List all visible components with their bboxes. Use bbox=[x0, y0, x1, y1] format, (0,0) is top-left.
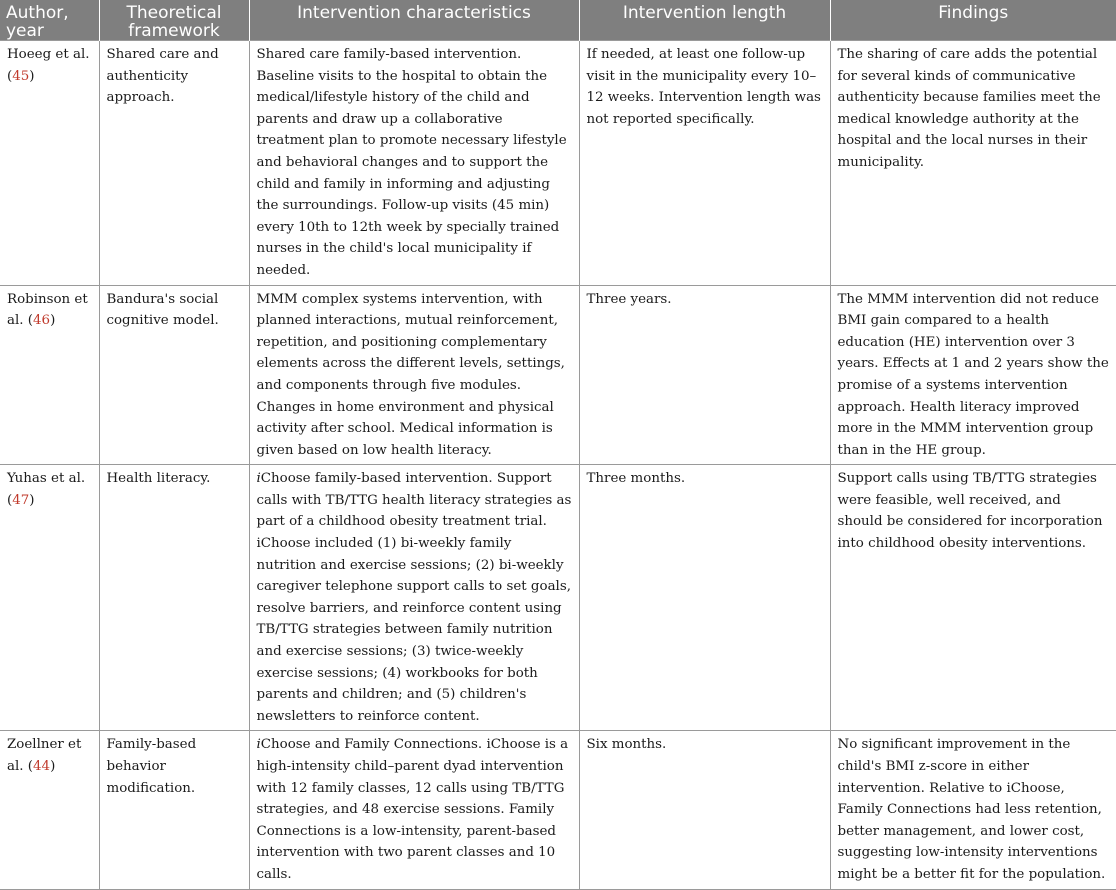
length-cell: Six months. bbox=[579, 731, 830, 889]
reference-link[interactable]: 47 bbox=[12, 492, 30, 508]
length-cell: Three years. bbox=[579, 285, 830, 465]
findings-cell: The sharing of care adds the potential for several kinds of communicative authenticity because families meet the medical knowledge authority at the hospital and the local nurses in their municipality. bbox=[830, 41, 1116, 286]
reference-link[interactable]: 44 bbox=[33, 759, 51, 774]
findings-cell: No significant improvement in the child's BMI z-score in either intervention. Relative to iChoose, Family Connections had less retention, better management, and lower cost, suggesting low-intensity interventions might be a better fit for the population. bbox=[830, 731, 1116, 889]
characteristics-text: Choose and Family Connections. iChoose is a high-intensity child–parent dyad intervention with 12 family classes, 12 calls using TB/TTG strategies, and 48 exercise sessions. Family Connections is a low-intensity, parent-based intervention with two parent classes and 10 calls. bbox=[256, 737, 569, 882]
table-row bbox=[0, 731, 1116, 889]
characteristics-cell bbox=[249, 465, 579, 731]
author-name: Yuhas et al. bbox=[7, 471, 86, 487]
header-theoretical-framework: Theoretical framework bbox=[99, 0, 249, 41]
table-row bbox=[0, 41, 1116, 286]
characteristics-cell bbox=[249, 285, 579, 465]
author-cell: Zoellner et al. (44) bbox=[0, 731, 99, 889]
table-row bbox=[0, 465, 1116, 731]
findings-cell: Support calls using TB/TTG strategies were feasible, well received, and should be considered for incorporation into childhood obesity interventions. bbox=[830, 465, 1116, 731]
framework-cell: Health literacy. bbox=[99, 465, 249, 731]
author-name: Robinson et al. bbox=[7, 291, 88, 329]
characteristics-italic-prefix: i bbox=[256, 737, 261, 753]
characteristics-text: MMM complex systems intervention, with planned interactions, mutual reinforcement, repetition, and positioning complementary elements across the different levels, settings, and components through five modules. Changes in home environment and physical activity after school. Medical information is given based on low health literacy. bbox=[256, 291, 565, 458]
header-row bbox=[0, 0, 1116, 41]
length-cell: If needed, at least one follow-up visit in the municipality every 10–12 weeks. Intervention length was not reported specifically. bbox=[579, 41, 830, 286]
author-cell: Robinson et al. (46) bbox=[0, 285, 99, 465]
characteristics-cell bbox=[249, 731, 579, 889]
reference-link[interactable]: 46 bbox=[33, 313, 51, 329]
framework-cell: Bandura's social cognitive model. bbox=[99, 285, 249, 465]
reference-link[interactable]: 45 bbox=[12, 68, 30, 84]
framework-cell: Shared care and authenticity approach. bbox=[99, 41, 249, 286]
author-cell: Yuhas et al. (47) bbox=[0, 465, 99, 731]
author-cell: Hoeeg et al. (45) bbox=[0, 41, 99, 286]
author-name: Hoeeg et al. bbox=[7, 47, 90, 62]
findings-cell: The MMM intervention did not reduce BMI gain compared to a health education (HE) intervention over 3 years. Effects at 1 and 2 years show the promise of a systems intervention approach. Health literacy improved more in the MMM intervention group than in the HE group. bbox=[830, 285, 1116, 465]
characteristics-italic-prefix: i bbox=[256, 471, 261, 487]
header-author-year: Author, year bbox=[0, 0, 99, 41]
characteristics-text: Choose family-based intervention. Support calls with TB/TTG health literacy strategies as part of a childhood obesity treatment trial. iChoose included (1) bi-weekly family nutrition and exercise sessions; (2) bi-weekly caregiver telephone support calls to set goals, resolve barriers, and reinforce content using TB/TTG strategies between family nutrition and exercise sessions; (3) twice-weekly exercise sessions; (4) workbooks for both parents and children; and (5) children's newsletters to reinforce content. bbox=[256, 471, 572, 724]
framework-cell: Family-based behavior modification. bbox=[99, 731, 249, 889]
header-intervention-length: Intervention length bbox=[579, 0, 830, 41]
header-intervention-characteristics: Intervention characteristics bbox=[249, 0, 579, 41]
table-row bbox=[0, 285, 1116, 465]
characteristics-cell bbox=[249, 41, 579, 286]
author-name: Zoellner et al. bbox=[7, 737, 82, 774]
header-findings: Findings bbox=[830, 0, 1116, 41]
length-cell: Three months. bbox=[579, 465, 830, 731]
characteristics-text: Shared care family-based intervention. Baseline visits to the hospital to obtain the medical/lifestyle history of the child and parents and draw up a collaborative treatment plan to promote necessary lifestyle and behavioral changes and to support the child and family in informing and adjusting the surroundings. Follow-up visits (45 min) every 10th to 12th week by specially trained nurses in the child's local municipality if needed. bbox=[256, 47, 567, 278]
